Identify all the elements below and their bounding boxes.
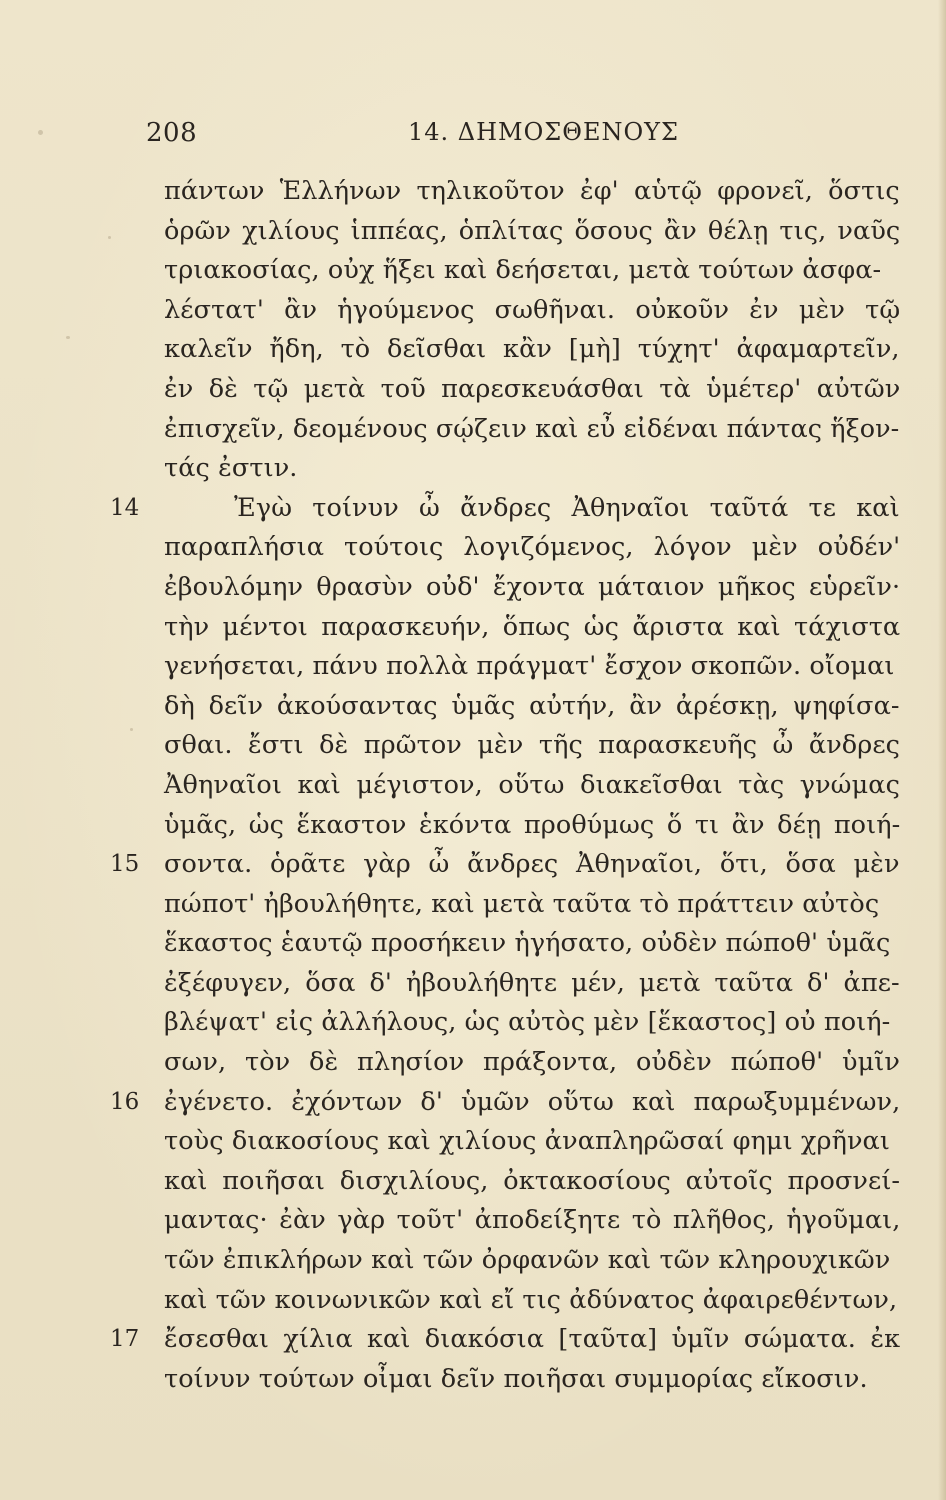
section-number: 14: [110, 494, 140, 521]
page-number: 208: [146, 118, 198, 148]
line-text: σθαι. ἔστι δὲ πρῶτον μὲν τῆς παρασκευῆς ὦ ἄνδρες: [164, 730, 901, 761]
text-line: [110, 766, 910, 806]
line-text: ἐπισχεῖν, δεομένους σῴζειν καὶ εὖ εἰδέναι πάντας ἥξον-: [164, 413, 900, 444]
line-text: ἐν δὲ τῷ μετὰ τοῦ παρεσκευάσθαι τὰ ὑμέτερ' αὐτῶν: [164, 373, 901, 404]
line-text: καλεῖν ἤδη, τὸ δεῖσθαι κἂν [μὴ] τύχητ' ἀφαμαρτεῖν,: [164, 334, 900, 365]
line-text: τοίνυν τούτων οἶμαι δεῖν ποιῆσαι συμμορίας εἴκοσιν.: [164, 1363, 868, 1394]
text-line: [110, 212, 910, 252]
line-text: καὶ τῶν κοινωνικῶν καὶ εἴ τις ἀδύνατος ἀφαιρεθέντων,: [164, 1284, 898, 1315]
text-line: [110, 1201, 910, 1241]
text-line: [110, 647, 910, 687]
text-line: [110, 528, 910, 568]
text-line: [110, 1083, 910, 1123]
text-line: [110, 489, 910, 529]
line-text: ἐβουλόμην θρασὺν οὐδ' ἔχοντα μάταιον μῆκος εὑρεῖν·: [164, 571, 901, 602]
line-text: πώποτ' ἠβουλήθητε, καὶ μετὰ ταῦτα τὸ πράττειν αὐτὸς: [164, 888, 880, 919]
text-line: [110, 608, 910, 648]
text-line: [110, 1122, 910, 1162]
text-line: [110, 1043, 910, 1083]
line-text: γενήσεται, πάνυ πολλὰ πράγματ' ἔσχον σκοπῶν. οἴομαι: [164, 651, 895, 682]
paper-spot: [66, 336, 70, 339]
text-line: [110, 410, 910, 450]
page-edge-shadow: [938, 0, 946, 1500]
line-text: τοὺς διακοσίους καὶ χιλίους ἀναπληρῶσαί φημι χρῆναι: [164, 1126, 890, 1157]
text-line: [110, 1360, 910, 1400]
line-text: ὑμᾶς, ὡς ἕκαστον ἑκόντα προθύμως ὅ τι ἂν δέῃ ποιή-: [164, 809, 901, 840]
text-line: [110, 806, 910, 846]
line-text: τῶν ἐπικλήρων καὶ τῶν ὀρφανῶν καὶ τῶν κληρουχικῶν: [164, 1245, 891, 1276]
text-line: [110, 172, 910, 212]
text-block: [110, 172, 910, 1399]
text-line: [110, 924, 910, 964]
text-line: [110, 370, 910, 410]
section-number: 15: [110, 851, 140, 878]
line-text: πάντων Ἑλλήνων τηλικοῦτον ἐφ' αὑτῷ φρονεῖ, ὅστις: [164, 176, 900, 206]
line-text: Ἀθηναῖοι καὶ μέγιστον, οὕτω διακεῖσθαι τὰς γνώμας: [164, 769, 900, 800]
line-text: τὴν μέντοι παρασκευήν, ὅπως ὡς ἄριστα καὶ τάχιστα: [164, 611, 901, 642]
text-line: [110, 330, 910, 370]
text-line: [110, 568, 910, 608]
text-line: [110, 1241, 910, 1281]
text-line: [110, 885, 910, 925]
section-number: 17: [110, 1326, 140, 1353]
line-text: καὶ ποιῆσαι δισχιλίους, ὀκτακοσίους αὐτοῖς προσνεί-: [164, 1165, 901, 1196]
text-line: [110, 1003, 910, 1043]
line-text: ἐξέφυγεν, ὅσα δ' ἠβουλήθητε μέν, μετὰ ταῦτα δ' ἀπε-: [164, 967, 900, 998]
line-text: σων, τὸν δὲ πλησίον πράξοντα, οὐδὲν πώποθ' ὑμῖν: [164, 1047, 900, 1078]
section-number: 16: [110, 1088, 140, 1115]
line-text: ἕκαστος ἑαυτῷ προσήκειν ἡγήσατο, οὐδὲν πώποθ' ὑμᾶς: [164, 928, 891, 959]
line-text: σοντα. ὁρᾶτε γὰρ ὦ ἄνδρες Ἀθηναῖοι, ὅτι, ὅσα μὲν: [164, 849, 900, 880]
text-line: [110, 1162, 910, 1202]
line-text: ὁρῶν χιλίους ἱππέας, ὁπλίτας ὅσους ἂν θέλῃ τις, ναῦς: [164, 215, 901, 246]
page-header: [0, 118, 946, 158]
line-text: ἔσεσθαι χίλια καὶ διακόσια [ταῦτα] ὑμῖν σώματα. ἐκ: [164, 1324, 901, 1355]
line-text: τάς ἐστιν.: [164, 453, 298, 484]
text-line: [110, 687, 910, 727]
line-text: λέστατ' ἂν ἡγούμενος σωθῆναι. οὐκοῦν ἐν μὲν τῷ: [164, 294, 901, 325]
line-text: ἐγένετο. ἐχόντων δ' ὑμῶν οὕτω καὶ παρωξυμμένων,: [164, 1086, 901, 1117]
line-text: βλέψατ' εἰς ἀλλήλους, ὡς αὐτὸς μὲν [ἕκαστος] οὐ ποιή-: [164, 1007, 891, 1038]
text-line: [110, 964, 910, 1004]
text-line: [110, 845, 910, 885]
line-text: Ἐγὼ τοίνυν ὦ ἄνδρες Ἀθηναῖοι ταῦτά τε καὶ: [234, 492, 900, 523]
text-line: [110, 449, 910, 489]
running-title: 14. ΔΗΜΟΣΘΕΝΟΥΣ: [408, 118, 679, 146]
line-text: τριακοσίας, οὐχ ἥξει καὶ δεήσεται, μετὰ τούτων ἀσφα-: [164, 255, 882, 286]
text-line: [110, 251, 910, 291]
text-line: [110, 291, 910, 331]
text-line: [110, 1320, 910, 1360]
line-text: παραπλήσια τούτοις λογιζόμενος, λόγον μὲν οὐδέν': [164, 532, 901, 563]
line-text: μαντας· ἐὰν γὰρ τοῦτ' ἀποδείξητε τὸ πλῆθος, ἡγοῦμαι,: [164, 1205, 901, 1236]
text-line: [110, 726, 910, 766]
line-text: δὴ δεῖν ἀκούσαντας ὑμᾶς αὐτήν, ἂν ἀρέσκῃ, ψηφίσα-: [164, 690, 900, 721]
text-line: [110, 1281, 910, 1321]
